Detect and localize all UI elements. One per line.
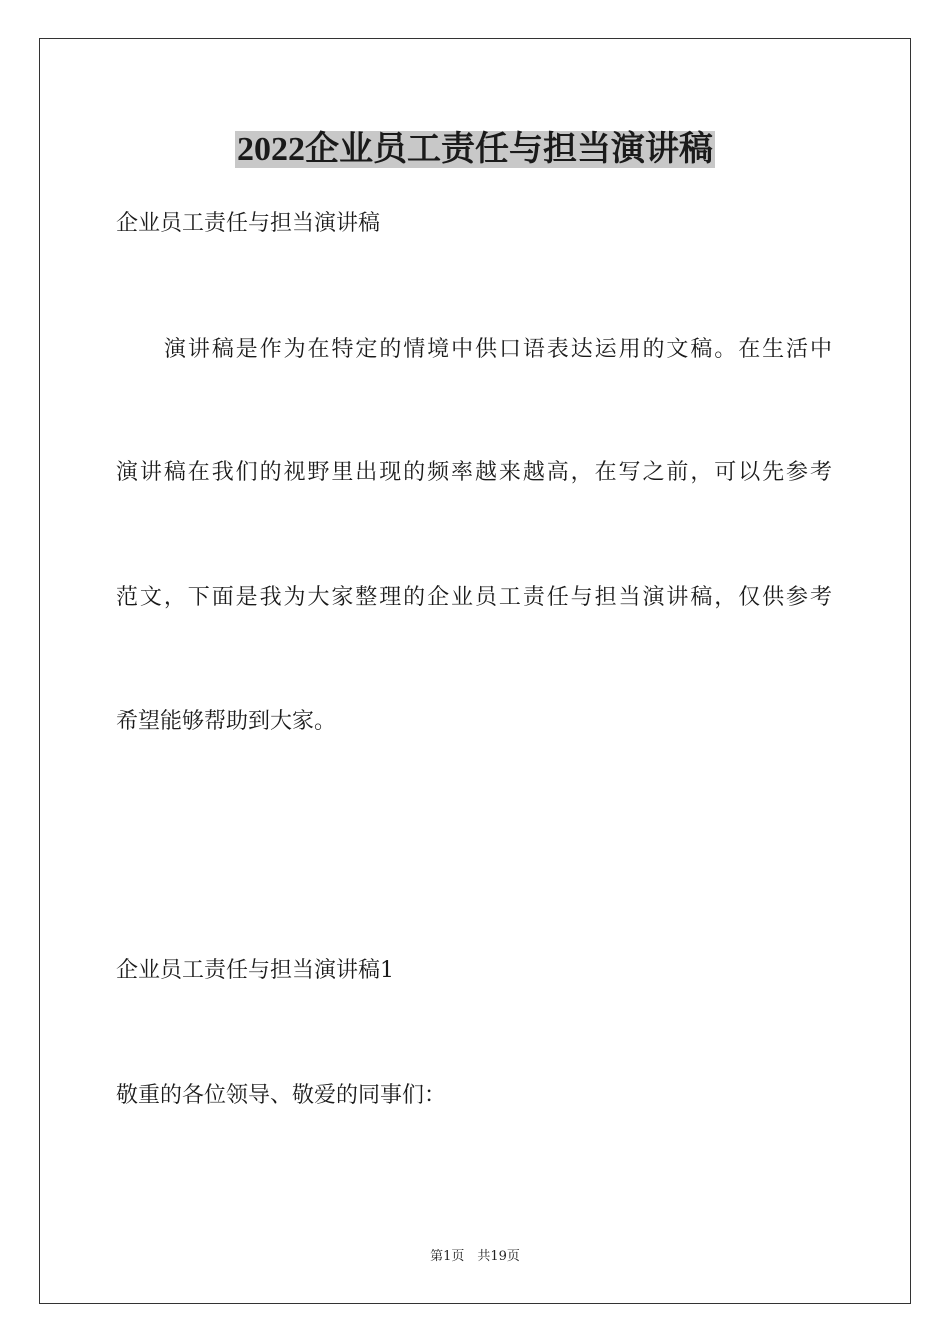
document-title-text: 2022企业员工责任与担当演讲稿 [237,131,713,168]
intro-line-1: 演讲稿是作为在特定的情境中供口语表达运用的文稿。在生活中 [164,337,832,362]
page-footer: 第1页 共19页 [430,1249,520,1264]
document-title [0,128,950,172]
intro-line-3: 范文，下面是我为大家整理的企业员工责任与担当演讲稿，仅供参考 [116,585,832,610]
salutation: 敬重的各位领导、敬爱的同事们： [116,1083,447,1108]
intro-line-2: 演讲稿在我们的视野里出现的频率越来越高，在写之前，可以先参考 [116,460,832,485]
document-subtitle: 企业员工责任与担当演讲稿 [116,211,381,236]
intro-line-4: 希望能够帮助到大家。 [116,709,337,734]
section-heading: 企业员工责任与担当演讲稿1 [116,958,394,983]
